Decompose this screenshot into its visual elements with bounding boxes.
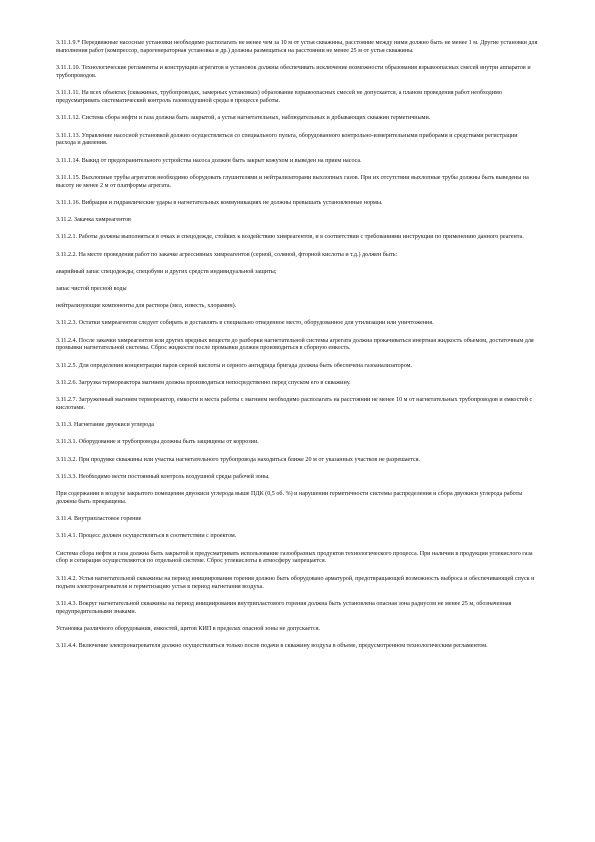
paragraph: 3.11.2.6. Загрузка термореактора магнием должна производиться непосредственно перед спуском его в скважину. bbox=[56, 379, 351, 386]
paragraph: 3.11.3.3. Необходимо вести постоянный контроль воздушной среды рабочей зоны. bbox=[56, 473, 270, 480]
paragraph: 3.11.1.11. На всех объектах (скважинах, трубопроводах, замерных установках) образование взрывоопасных смесей не допускается, а планом проведения работ необходимо предусматривать систематический контроль газовоздушной среды в процессе работы. bbox=[56, 90, 502, 105]
paragraph: Система сбора нефти и газа должна быть закрытой и предусматривать использование газообразных продуктов технологического процесса. При наличии в продукции углекислого газа сбор и сепарация осуществляются по отдельной системе. Сброс углекислоты в атмосферу запрещается. bbox=[56, 550, 533, 565]
paragraph: Установка различного оборудования, емкостей, щитов КИП в пределах опасной зоны не допускается. bbox=[56, 625, 321, 632]
paragraph: 3.11.1.13. Управление насосной установкой должно осуществляться со специального пульта, оборудованного контрольно-измерительными приборами и средствами регистрации расхода и давления. bbox=[56, 132, 518, 147]
paragraph: 3.11.1.14. Выкид от предохранительного устройства насоса должен быть закрыт кожухом и выведен на прием насоса. bbox=[56, 157, 362, 164]
paragraph: нейтрализующие компоненты для раствора (мел, известь, хлорамин). bbox=[56, 303, 237, 310]
paragraph: 3.11.4.1. Процесс должен осуществляться в соответствии с проектом. bbox=[56, 533, 237, 540]
paragraph: запас чистой пресной воды bbox=[56, 285, 127, 292]
paragraph: 3.11.4.3. Вокруг нагнетательной скважины на период инициирования внутрипластового горения должна быть установлена опасная зона радиусом не менее 25 м, обозначенная предупредительными знаками. bbox=[56, 600, 512, 615]
paragraph: 3.11.4.4. Включение электронагревателя должно осуществляться только после подачи в скважину воздуха в объеме, предусмотренном технологическим регламентом. bbox=[56, 643, 488, 650]
paragraph: 3.11.3.1. Оборудование и трубопроводы должны быть защищены от коррозии. bbox=[56, 439, 259, 446]
paragraph: 3.11.2.1. Работы должны выполняться в очках и спецодежде, стойких к воздействию химреагентов, и в соответствии с требованиями инструкции по применению данного реагента. bbox=[56, 234, 524, 241]
document-page bbox=[56, 40, 538, 660]
paragraph: аварийный запас спецодежды, спецобуви и других средств индивидуальной защиты; bbox=[56, 268, 277, 275]
paragraph: 3.11.2.7. Загруженный магнием термореактор, емкости и места работы с магнием необходимо располагать на расстоянии не менее 10 м от нагнетательных трубопроводов и емкостей с кислотами. bbox=[56, 397, 533, 411]
paragraph: 3.11.1.10. Технологические регламенты и конструкции агрегатов и установок должны обеспечивать исключение возможности образования взрывоопасных смесей внутри аппаратов и трубопроводов. bbox=[56, 65, 531, 80]
paragraph: 3.11.1.12. Система сбора нефти и газа должна быть закрытой, а устья нагнетательных, наблюдательных и добывающих скважин герметичными. bbox=[56, 115, 431, 122]
paragraph: 3.11.2.3. Остатки химреагентов следует собирать и доставлять в специально отведенное место, оборудованное для утилизации или уничтожения. bbox=[56, 320, 434, 327]
paragraph: 3.11.4.2. Устья нагнетательной скважины на период инициирования горения должно быть оборудовано арматурой, предотвращающей возможность выброса и обеспечивающей спуск и подъем электронагревателя и герметизацию устья в период нагнетания воздуха. bbox=[56, 575, 535, 590]
paragraph: 3.11.1.16. Вибрация и гидравлические удары в нагнетательных коммуникациях не должны превышать установленные нормы. bbox=[56, 199, 383, 206]
paragraph: 3.11.2.4. После закачки химреагентов или других вредных веществ до разборки нагнетательной системы агрегата должна прокачиваться инертная жидкость объемом, достаточным для промывки нагнетательной системы. Сброс жидкости после промывки должен производиться в сборную емкость. bbox=[56, 337, 534, 352]
paragraph: 3.11.1.15. Выхлопные трубы агрегатов необходимо оборудовать глушителями и нейтрализаторами выхлопных газов. При их отсутствии выхлопные трубы должны быть выведены на высоту не менее 2 м от платформы агрегата. bbox=[56, 174, 529, 189]
paragraph: 3.11.1.9.* Передвижные насосные установки необходимо располагать не менее чем за 10 м от устья скважины, расстояние между ними должно быть не менее 1 м. Другие установки для выполнения работ (компрессор, парогенераторная установка и др.) должны размещаться на расстоянии не менее 25 м от устья скважины. bbox=[56, 40, 538, 54]
section-heading: 3.11.2. Закачка химреагентов bbox=[56, 217, 131, 224]
paragraph: 3.11.2.2. На месте проведения работ по закачке агрессивных химреагентов (серной, соляной, фторной кислоты и т.д.) должен быть: bbox=[56, 251, 398, 258]
paragraph: 3.11.2.5. Для определения концентрации паров серной кислоты и серного ангидрида бригада должна быть обеспечена газоанализатором. bbox=[56, 362, 413, 369]
paragraph: 3.11.3.2. При продувке скважины или участка нагнетательного трубопровода находиться ближе 20 м от указанных участков не разрешается. bbox=[56, 456, 421, 463]
section-heading: 3.11.4. Внутрипластовое горение bbox=[56, 516, 142, 523]
paragraph: При содержании в воздухе закрытого помещения двуокиси углерода выше ПДК (0,5 об. %) и нарушении герметичности системы распределения и сбора двуокиси углерода работы должны быть прекращены. bbox=[56, 491, 523, 505]
section-heading: 3.11.3. Нагнетание двуокиси углерода bbox=[56, 422, 154, 429]
